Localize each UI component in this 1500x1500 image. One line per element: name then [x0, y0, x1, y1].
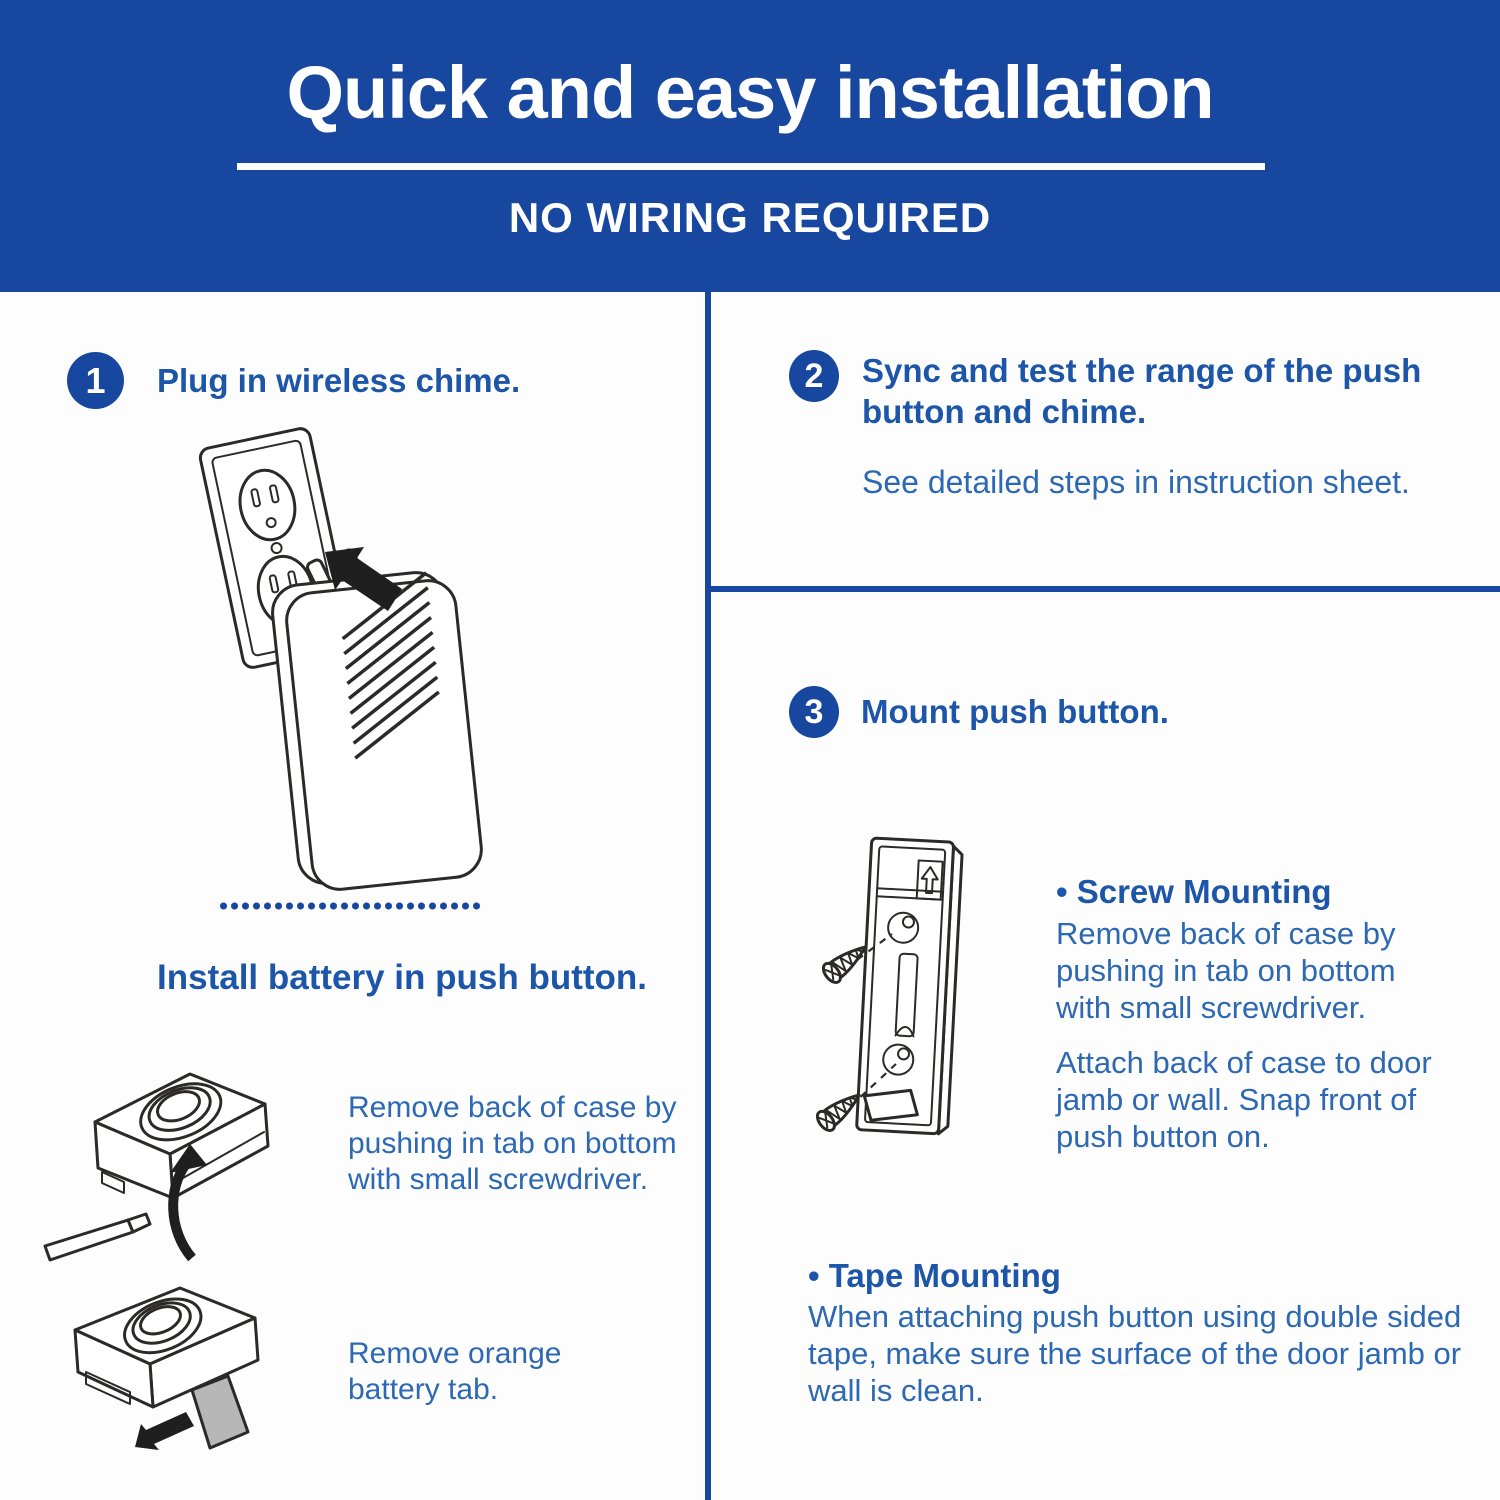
- title-divider-line: [237, 163, 1265, 170]
- step2-title: Sync and test the range of the push button and chime.: [862, 352, 1422, 430]
- mounting-plate-screws-illustration: [812, 828, 997, 1163]
- step1-header: [67, 352, 520, 409]
- push-button-battery-tab-illustration: [40, 1272, 340, 1467]
- pull-tab-arrow: [135, 1412, 194, 1450]
- tape-mounting-heading: • Tape Mounting: [808, 1257, 1061, 1294]
- step1-title: Plug in wireless chime.: [157, 362, 521, 399]
- step2-number-badge: 2: [789, 350, 839, 402]
- dotted-separator: [218, 902, 480, 910]
- page-title: Quick and easy installation: [286, 51, 1214, 134]
- tape-mounting-para: When attaching push button using double sided tape, make sure the surface of the door jamb or wall is clean.: [808, 1299, 1462, 1408]
- screw-mounting-para2: Attach back of case to door jamb or wall. Snap front of push button on.: [1056, 1045, 1432, 1154]
- header-banner: [0, 0, 1500, 292]
- battery-tab: [192, 1376, 248, 1448]
- step2-header: [789, 350, 1421, 432]
- page-subtitle: NO WIRING REQUIRED: [508, 194, 992, 241]
- column-divider: [705, 292, 711, 1500]
- screw-mounting-section: [1056, 872, 1432, 1155]
- step3-title: Mount push button.: [861, 693, 1169, 730]
- section-divider: [711, 586, 1500, 592]
- screwdriver-icon: [45, 1214, 150, 1260]
- tape-mounting-section: [808, 1256, 1461, 1409]
- outlet-chime-illustration: [185, 420, 495, 910]
- remove-back-instruction: Remove back of case by pushing in tab on bottom with small screwdriver.: [348, 1091, 677, 1196]
- step2-body-text: See detailed steps in instruction sheet.: [862, 464, 1410, 500]
- step3-number-badge: 3: [789, 686, 839, 738]
- step1-number-badge: 1: [67, 352, 124, 409]
- push-button-screwdriver-illustration: [40, 1052, 340, 1272]
- remove-tab-instruction: Remove orange battery tab.: [348, 1337, 562, 1406]
- screw-mounting-para1: Remove back of case by pushing in tab on bottom with small screwdriver.: [1056, 916, 1396, 1025]
- screw-mounting-heading: • Screw Mounting: [1056, 873, 1332, 910]
- battery-section-heading: Install battery in push button.: [157, 958, 647, 997]
- back-plate: [857, 838, 963, 1134]
- step3-header: [789, 686, 1169, 738]
